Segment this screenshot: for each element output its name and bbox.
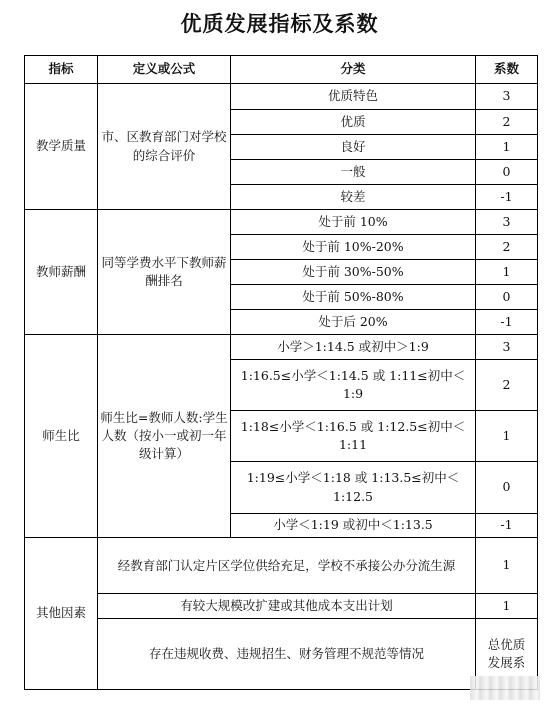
category-cell: 良好: [231, 135, 476, 160]
coef-cell: 1: [476, 411, 538, 462]
coef-cell: -1: [476, 310, 538, 335]
coef-cell: 0: [476, 462, 538, 514]
header-indicator: 指标: [25, 56, 98, 84]
category-cell: 较差: [231, 185, 476, 210]
table-header-row: [25, 56, 538, 84]
coef-cell: 1: [476, 135, 538, 160]
category-cell: 处于前 50%-80%: [231, 285, 476, 310]
category-cell: 1:18≤小学＜1:16.5 或 1:12.5≤初中＜1:11: [231, 411, 476, 462]
category-cell: 优质: [231, 110, 476, 135]
coef-cell: 2: [476, 360, 538, 411]
category-cell: 处于前 30%-50%: [231, 260, 476, 285]
page-title: 优质发展指标及系数: [180, 12, 379, 36]
category-cell: 处于后 20%: [231, 310, 476, 335]
definition-teaching: 市、区教育部门对学校的综合评价: [98, 84, 231, 210]
coef-cell: 3: [476, 335, 538, 360]
header-coefficient: 系数: [476, 56, 538, 84]
category-cell: 1:16.5≤小学＜1:14.5 或 1:11≤初中＜1:9: [231, 360, 476, 411]
coef-cell: 1: [476, 594, 538, 619]
indicator-teaching: 教学质量: [25, 84, 98, 210]
header-definition: 定义或公式: [98, 56, 231, 84]
category-cell: 小学＞1:14.5 或初中＞1:9: [231, 335, 476, 360]
category-cell: 一般: [231, 160, 476, 185]
category-cell: 经教育部门认定片区学位供给充足，学校不承接公办分流生源: [98, 538, 476, 594]
header-category: 分类: [231, 56, 476, 84]
coef-cell: 1: [476, 260, 538, 285]
watermark-blur: [470, 676, 540, 700]
definition-ratio: 师生比=教师人数:学生人数（按小一或初一年级计算）: [98, 335, 231, 538]
coef-cell: 3: [476, 84, 538, 110]
table-row: [25, 210, 538, 235]
table-row: [25, 84, 538, 110]
table-row: [25, 538, 538, 594]
indicator-salary: 教师薪酬: [25, 210, 98, 335]
coef-cell: 1: [476, 538, 538, 594]
table-row: [25, 619, 538, 690]
coef-cell: 2: [476, 235, 538, 260]
coefficient-table: [24, 55, 538, 690]
table-row: [25, 594, 538, 619]
category-cell: 优质特色: [231, 84, 476, 110]
indicator-ratio: 师生比: [25, 335, 98, 538]
coef-cell: 0: [476, 160, 538, 185]
category-cell: 处于前 10%-20%: [231, 235, 476, 260]
category-cell: 存在违规收费、违规招生、财务管理不规范等情况: [98, 619, 476, 690]
category-cell: 1:19≤小学＜1:18 或 1:13.5≤初中＜1:12.5: [231, 462, 476, 514]
definition-salary: 同等学费水平下教师薪酬排名: [98, 210, 231, 335]
table-row: [25, 335, 538, 360]
coef-cell: 0: [476, 285, 538, 310]
category-cell: 有较大规模改扩建或其他成本支出计划: [98, 594, 476, 619]
coef-cell: -1: [476, 514, 538, 538]
category-cell: 小学＜1:19 或初中＜1:13.5: [231, 514, 476, 538]
category-cell: 处于前 10%: [231, 210, 476, 235]
coef-cell: 总优质发展系: [476, 619, 538, 690]
indicator-other: 其他因素: [25, 538, 98, 690]
coef-cell: 2: [476, 110, 538, 135]
coef-cell: -1: [476, 185, 538, 210]
coef-cell: 3: [476, 210, 538, 235]
